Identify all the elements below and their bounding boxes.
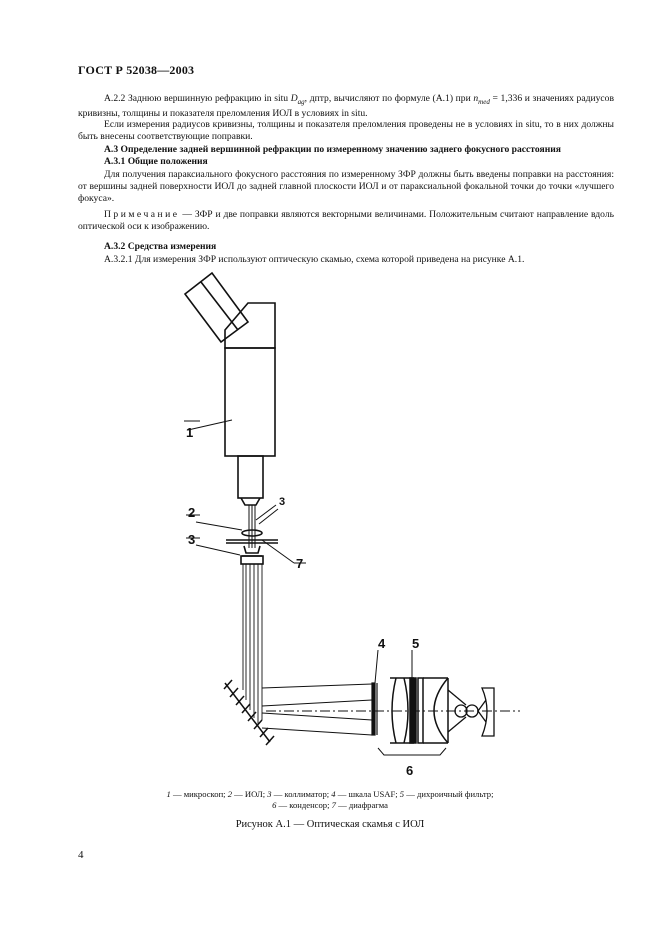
lamp-source [448, 688, 494, 736]
condenser-group [390, 678, 448, 743]
figure-label-2: 2 [188, 505, 196, 520]
heading-a3: А.3 Определение задней вершинной рефракции по измеренному значению заднего фокусного расстояния [104, 144, 561, 155]
usaf-target [372, 683, 377, 735]
legend-line-2: 6 — конденсор; 7 — диафрагма [272, 800, 388, 810]
heading-a32: А.3.2 Средства измерения [104, 241, 217, 252]
figure-label-7: 7 [296, 556, 304, 571]
note-text: — ЗФР и две поправки являются векторными величинами. Положительным считают направление вдоль оптической оси к изображению. [78, 209, 614, 233]
microscope-objective [238, 456, 263, 498]
page-number: 4 [78, 849, 84, 861]
figure-caption: Рисунок А.1 — Оптическая скамья с ИОЛ [235, 819, 425, 830]
figure-label-1: 1 [186, 425, 194, 440]
objective-tip [241, 498, 260, 505]
horizontal-beam [262, 684, 520, 735]
legend-line-1: 1 — микроскоп; 2 — ИОЛ; 3 — коллиматор; 4 — шкала USAF; 5 — дихроичный фильтр; [166, 789, 494, 799]
paragraph-insitu: Если измерения радиусов кривизны, толщины и показателя преломления проведены не в условиях in situ, то в них должны быть внесены соответствующие поправки. [78, 119, 614, 143]
vertical-beam [243, 564, 262, 725]
folding-mirror [224, 680, 274, 745]
figure-label-4: 4 [378, 636, 386, 651]
paragraph-a321: А.3.2.1 Для измерения ЗФР используют оптическую скамью, схема которой приведена на рисунке А.1. [104, 254, 525, 265]
eyepiece-tube [185, 273, 248, 342]
paragraph-a22: А.2.2 Заднюю вершинную рефракцию in situ $D_{ag}$, дптр, вычисляют по формуле (А.1) при $n_{med} = 1,336$ и значениях радиусов кривизны, толщины и показателя преломления ИОЛ в условиях in situ. [78, 93, 614, 120]
document-header: ГОСТ Р 52038—2003 [78, 63, 195, 77]
beam-lines [249, 505, 255, 548]
figure-legend [110, 789, 550, 811]
group-bracket [378, 748, 446, 755]
figure-label-3: 3 [188, 532, 196, 547]
figure-label-6: 6 [406, 763, 414, 778]
microscope-body [225, 348, 275, 456]
paragraph-a31: Для получения параксиального фокусного расстояния по измеренному ЗФР должны быть введены поправки на расстояния: от вершины задней поверхности ИОЛ до задней главной плоскости ИОЛ и от параксиальной фокальной точки до точки «лучшего фокуса». [78, 169, 614, 205]
figure-label-3-upper: 3 [279, 496, 286, 508]
note-label: Примечание [104, 209, 180, 220]
figure-label-5: 5 [412, 636, 420, 651]
heading-a31: А.3.1 Общие положения [104, 156, 208, 167]
microscope-head [225, 303, 275, 348]
